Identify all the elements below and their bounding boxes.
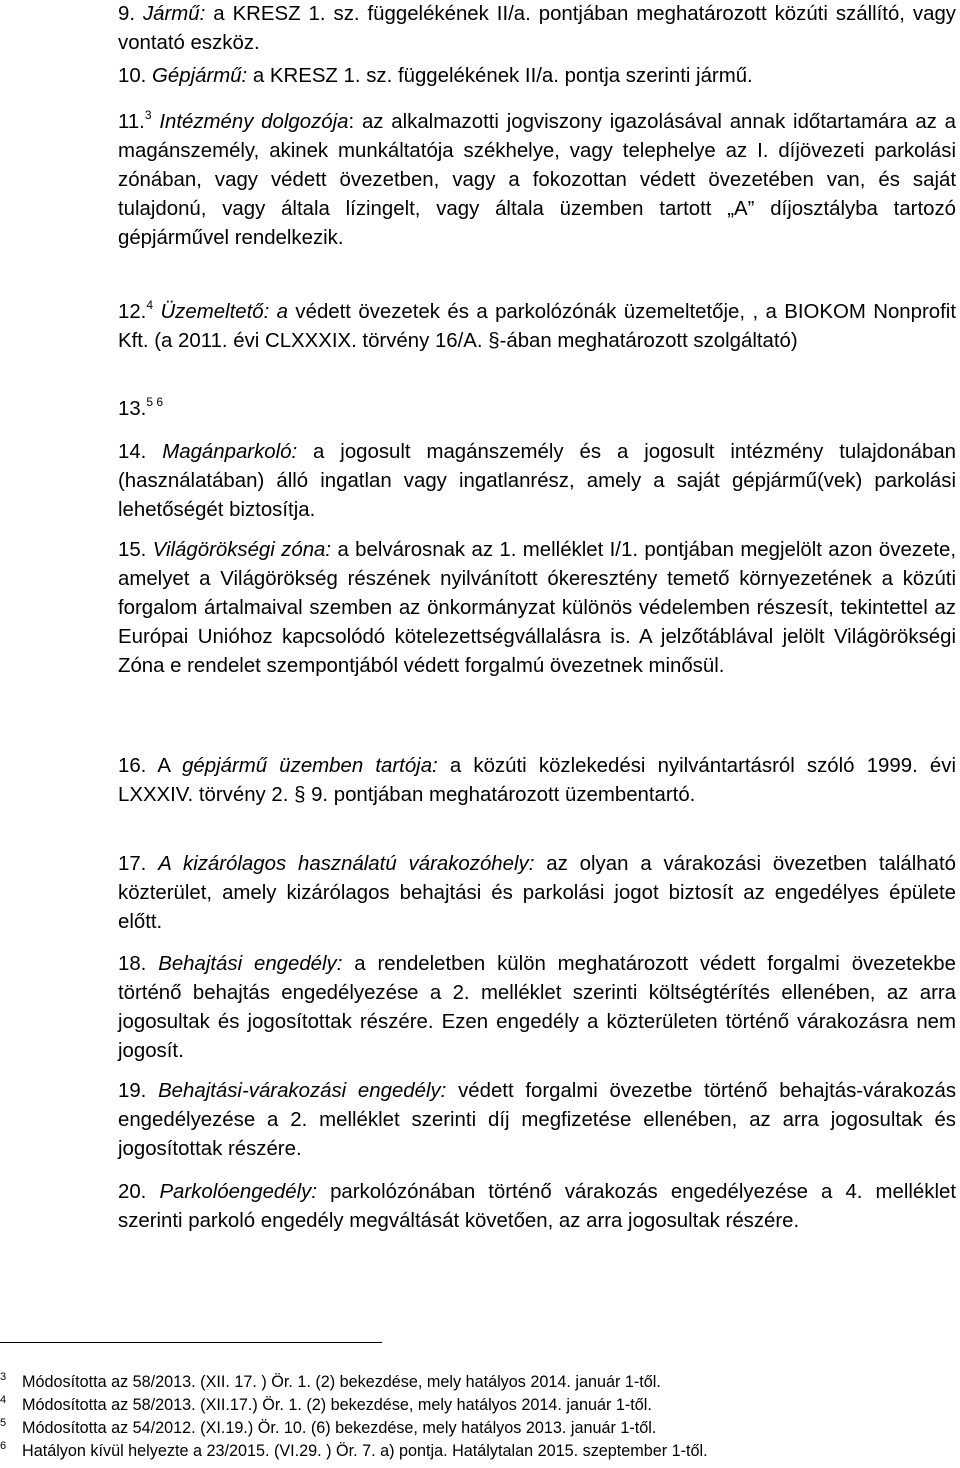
item-number: 16. [118,755,147,777]
term: Behajtási engedély: [158,953,343,975]
definition-text: védett övezetek és a parkolózónák üzemeltetője, , a BIOKOM Nonprofit Kft. (a 2011. évi CLXXXIX. törvény 16/A. §-ában meghatározott szolgáltató) [118,301,956,352]
definition-11 [118,108,956,253]
item-number: 20. [118,1181,147,1203]
definition-text: a KRESZ 1. sz. függelékének II/a. pontjában meghatározott közúti szállító, vagy vontató eszköz. [118,3,956,54]
definition-12 [118,298,956,356]
term: gépjármű üzemben tartója: [182,755,438,777]
item-number: 14. [118,441,147,463]
term: Magánparkoló: [162,441,298,463]
definition-text: parkolózónában történő várakozás engedélyezése a 4. melléklet szerinti parkoló engedély megváltását követően, az arra jogosultak részére. [118,1181,956,1232]
definition-13 [118,395,956,424]
definition-15 [118,536,956,681]
definition-9 [118,0,956,58]
definition-text: a rendeletben külön meghatározott védett forgalmi övezetekbe történő behajtás engedélyezése a 2. melléklet szerinti költségtérítés ellenében, az arra jogosultak és jogosítottak részére. Ezen engedély a közterületen történő várakozásra nem jogosít. [118,953,956,1062]
definition-14 [118,438,956,525]
term: Intézmény dolgozója [159,111,349,133]
term: Behajtási-várakozási engedély: [158,1080,447,1102]
term: Parkolóengedély: [159,1181,318,1203]
footnote-text: Hatályon kívül helyezte a 23/2015. (VI.29. ) Ör. 7. a) pontja. Hatálytalan 2015. szeptember 1-től. [22,1442,708,1460]
footnote-3: 3 Módosította az 58/2013. (XII. 17. ) Ör. 1. (2) bekezdése, mely hatályos 2014. január 1-től. [0,1371,661,1391]
definition-text: : az alkalmazotti jogviszony igazolásával annak időtartamára az a magánszemély, akinek munkáltatója székhelye, vagy telephelye az I. díjövezeti parkolási zónában, vagy védett övezetben, vagy a fokozottan védett övezetében van, és saját tulajdonú, vagy általa lízingelt, vagy általa üzemben tartott „A” díjosztályba tartozó gépjárművel rendelkezik. [118,111,956,249]
definition-text: az olyan a várakozási övezetben található közterület, amely kizárólagos behajtási és parkolási jogot biztosít az engedélyes épülete előtt. [118,853,956,933]
footnote-6: 6 Hatályon kívül helyezte a 23/2015. (VI.29. ) Ör. 7. a) pontja. Hatálytalan 2015. szeptember 1-től. [0,1440,708,1460]
definition-16 [118,752,956,810]
footnote-4: 4 Módosította az 58/2013. (XII.17.) Ör. 1. (2) bekezdése, mely hatályos 2014. január 1-től. [0,1394,652,1414]
term-prefix: A [157,755,183,777]
item-number: 19. [118,1080,147,1102]
definition-20 [118,1178,956,1236]
footnote-5: 5 Módosította az 54/2012. (XI.19.) Ör. 10. (6) bekezdése, mely hatályos 2013. január 1-től. [0,1417,657,1437]
footnote-ref[interactable]: 4 [146,298,154,312]
term: A kizárólagos használatú várakozóhely: [158,853,535,875]
item-number: 17. [118,853,147,875]
definition-text: védett forgalmi övezetbe történő behajtás-várakozás engedélyezése a 2. melléklet szerinti díj megfizetése ellenében, az arra jogosultak és jogosítottak részére. [118,1080,957,1160]
definition-19 [118,1077,956,1164]
footnote-separator [0,1342,382,1343]
definition-10 [118,62,956,91]
item-number: 15. [118,539,147,561]
definition-text: a jogosult magánszemély és a jogosult intézmény tulajdonában (használatában) álló ingatlan vagy ingatlanrész, amely a saját gépjármű(vek) parkolási lehetőségét biztosítja. [118,441,956,521]
definition-text: a belvárosnak az 1. melléklet I/1. pontjában megjelölt azon övezete, amelyet a Világörökség részének nyilvánított ókeresztény temető környezetének a közúti forgalom ártalmaival szemben az önkormányzat különös védelemben részesít, tekintettel az Európai Unióhoz kapcsolódó kötelezettségvállalásra is. A jelzőtáblával jelölt Világörökségi Zóna e rendelet szempontjából védett forgalmú övezetnek minősül. [118,539,956,677]
definition-text: a közúti közlekedési nyilvántartásról szóló 1999. évi LXXXIV. törvény 2. § 9. pontjában meghatározott üzembentartó. [118,755,956,806]
footnote-text: Módosította az 54/2012. (XI.19.) Ör. 10. (6) bekezdése, mely hatályos 2013. január 1-től. [22,1419,657,1437]
definition-17 [118,850,956,937]
definition-text: a KRESZ 1. sz. függelékének II/a. pontja szerinti jármű. [247,65,753,87]
item-number: 11. [118,111,145,133]
item-number: 13. [118,398,147,420]
item-number: 9. [118,3,136,25]
footnote-text: Módosította az 58/2013. (XII. 17. ) Ör. 1. (2) bekezdése, mely hatályos 2014. január 1-től. [22,1373,661,1391]
footnote-ref[interactable]: 5 6 [146,395,164,409]
term: Világörökségi zóna: [152,539,332,561]
item-number: 18. [118,953,147,975]
term: Gépjármű: [152,65,248,87]
term: Jármű: [142,3,206,25]
term: Üzemeltető: a [160,301,288,323]
definition-18 [118,950,956,1066]
footnote-text: Módosította az 58/2013. (XII.17.) Ör. 1. (2) bekezdése, mely hatályos 2014. január 1-től. [22,1396,652,1414]
item-number: 10. [118,65,147,87]
footnote-ref[interactable]: 3 [144,108,152,122]
item-number: 12. [118,301,147,323]
